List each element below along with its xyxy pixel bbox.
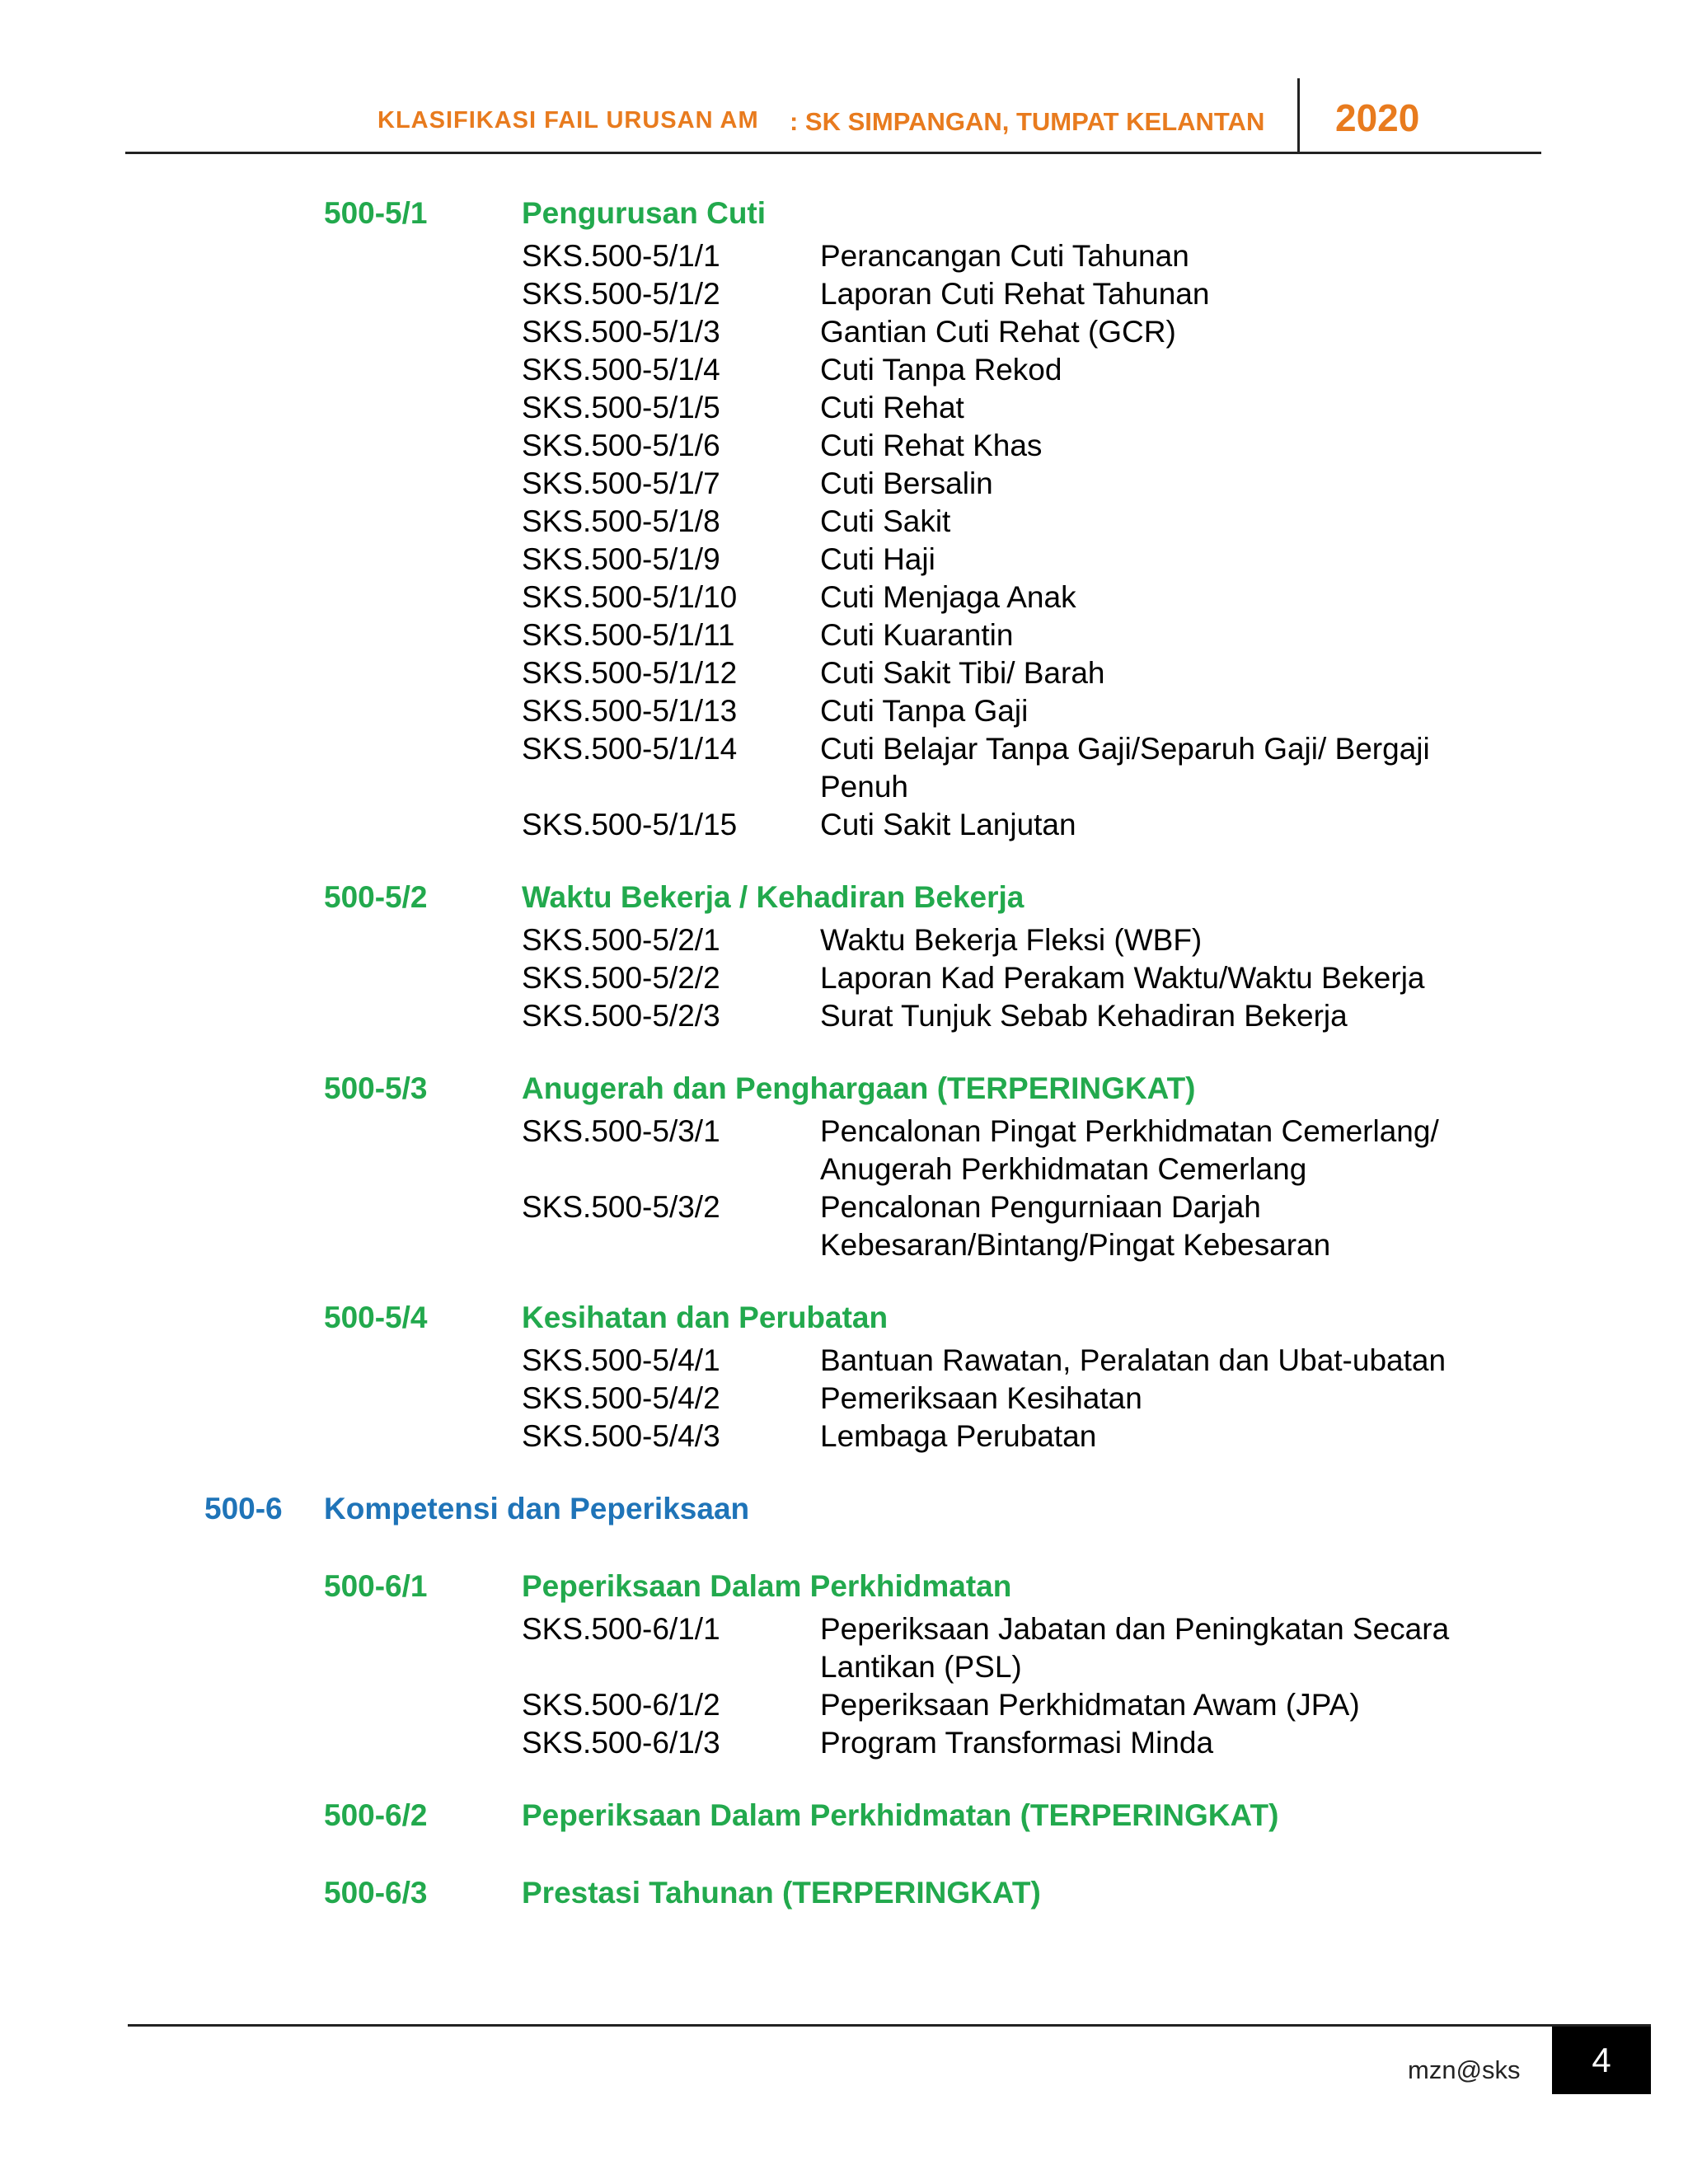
classification-list	[0, 196, 1688, 1953]
list-item	[0, 313, 1688, 351]
item-title: Pemeriksaan Kesihatan	[820, 1381, 1142, 1415]
list-item	[0, 579, 1688, 616]
item-title: Surat Tunjuk Sebab Kehadiran Bekerja	[820, 999, 1348, 1033]
list-item	[0, 351, 1688, 389]
list-item	[0, 1380, 1688, 1418]
list-item	[0, 997, 1688, 1035]
list-item	[0, 1188, 1688, 1264]
section-code: 500-5/3	[324, 1071, 428, 1105]
section-title: Kesihatan dan Perubatan	[522, 1301, 889, 1334]
list-item	[0, 730, 1688, 806]
item-title: Pencalonan Pingat Perkhidmatan Cemerlang/ Anugerah Perkhidmatan Cemerlang	[820, 1114, 1439, 1186]
item-title: Gantian Cuti Rehat (GCR)	[820, 315, 1176, 349]
section	[0, 1569, 1688, 1762]
page-number: 4	[1552, 2027, 1651, 2094]
list-item	[0, 275, 1688, 313]
item-code: SKS.500-5/1/8	[522, 504, 720, 538]
section	[0, 880, 1688, 1035]
item-title: Peperiksaan Perkhidmatan Awam (JPA)	[820, 1688, 1360, 1722]
list-item	[0, 427, 1688, 465]
top-section-heading	[0, 1492, 1688, 1533]
section-code: 500-6/2	[324, 1798, 428, 1832]
section-title: Peperiksaan Dalam Perkhidmatan (TERPERINGKAT)	[522, 1798, 1279, 1832]
item-title: Waktu Bekerja Fleksi (WBF)	[820, 923, 1203, 957]
section-code: 500-6/3	[324, 1876, 428, 1910]
list-item	[0, 1113, 1688, 1188]
item-code: SKS.500-5/1/9	[522, 542, 720, 576]
item-code: SKS.500-5/1/3	[522, 315, 720, 349]
list-item	[0, 237, 1688, 275]
section	[0, 1798, 1688, 1840]
list-item	[0, 1724, 1688, 1762]
item-code: SKS.500-5/1/13	[522, 694, 738, 728]
item-title: Cuti Sakit	[820, 504, 951, 538]
item-code: SKS.500-5/3/2	[522, 1190, 720, 1224]
header-school-name: : SK SIMPANGAN, TUMPAT KELANTAN	[790, 107, 1265, 136]
section-title: Pengurusan Cuti	[522, 196, 767, 230]
list-item	[0, 465, 1688, 503]
item-code: SKS.500-6/1/2	[522, 1688, 720, 1722]
top-section-code: 500-6	[204, 1492, 283, 1526]
section-code: 500-5/1	[324, 196, 428, 230]
item-code: SKS.500-6/1/1	[522, 1612, 720, 1646]
list-item	[0, 1342, 1688, 1380]
section-heading	[0, 880, 1688, 921]
list-item	[0, 692, 1688, 730]
section-group-500-6	[0, 1569, 1688, 1917]
item-title: Cuti Tanpa Gaji	[820, 694, 1029, 728]
item-code: SKS.500-5/4/3	[522, 1419, 720, 1453]
section-title: Anugerah dan Penghargaan (TERPERINGKAT)	[522, 1071, 1196, 1105]
list-item	[0, 654, 1688, 692]
item-title: Cuti Haji	[820, 542, 935, 576]
section-heading	[0, 1301, 1688, 1342]
section-heading	[0, 1071, 1688, 1113]
item-code: SKS.500-5/1/6	[522, 429, 720, 462]
item-code: SKS.500-5/1/11	[522, 618, 735, 652]
item-title: Laporan Cuti Rehat Tahunan	[820, 277, 1210, 311]
section	[0, 1071, 1688, 1264]
section-heading	[0, 1876, 1688, 1917]
item-title: Cuti Sakit Lanjutan	[820, 808, 1076, 841]
item-title: Cuti Tanpa Rekod	[820, 353, 1062, 387]
item-code: SKS.500-5/1/5	[522, 391, 720, 424]
item-code: SKS.500-5/1/12	[522, 656, 738, 690]
footer-credit: mzn@sks	[1408, 2055, 1521, 2084]
item-code: SKS.500-5/1/14	[522, 732, 738, 766]
item-code: SKS.500-5/1/15	[522, 808, 738, 841]
item-title: Cuti Belajar Tanpa Gaji/Separuh Gaji/ Bergaji Penuh	[820, 732, 1430, 804]
item-code: SKS.500-5/2/2	[522, 961, 720, 995]
section-heading	[0, 1569, 1688, 1610]
list-item	[0, 541, 1688, 579]
item-title: Lembaga Perubatan	[820, 1419, 1097, 1453]
list-item	[0, 959, 1688, 997]
item-title: Pencalonan Pengurniaan Darjah Kebesaran/Bintang/Pingat Kebesaran	[820, 1190, 1331, 1262]
item-code: SKS.500-5/3/1	[522, 1114, 720, 1148]
list-item	[0, 1418, 1688, 1455]
section-heading	[0, 196, 1688, 237]
item-title: Cuti Menjaga Anak	[820, 580, 1076, 614]
top-section-title: Kompetensi dan Peperiksaan	[324, 1492, 750, 1526]
item-title: Cuti Rehat	[820, 391, 964, 424]
item-code: SKS.500-5/1/2	[522, 277, 720, 311]
item-code: SKS.500-5/4/1	[522, 1343, 720, 1377]
section-code: 500-5/4	[324, 1301, 428, 1334]
item-title: Cuti Sakit Tibi/ Barah	[820, 656, 1105, 690]
list-item	[0, 389, 1688, 427]
item-title: Cuti Rehat Khas	[820, 429, 1043, 462]
section-group-500-5	[0, 196, 1688, 1455]
section	[0, 196, 1688, 844]
item-title: Perancangan Cuti Tahunan	[820, 239, 1189, 273]
item-code: SKS.500-5/2/3	[522, 999, 720, 1033]
section	[0, 1301, 1688, 1455]
top-section	[0, 1492, 1688, 1533]
footer-rule	[128, 2024, 1651, 2027]
item-title: Peperiksaan Jabatan dan Peningkatan Secara Lantikan (PSL)	[820, 1612, 1450, 1684]
item-code: SKS.500-5/1/1	[522, 239, 720, 273]
section-title: Prestasi Tahunan (TERPERINGKAT)	[522, 1876, 1041, 1910]
item-code: SKS.500-5/1/4	[522, 353, 720, 387]
section-code: 500-6/1	[324, 1569, 428, 1603]
list-item	[0, 503, 1688, 541]
section	[0, 1876, 1688, 1917]
section-code: 500-5/2	[324, 880, 428, 914]
list-item	[0, 806, 1688, 844]
list-item	[0, 1686, 1688, 1724]
header-label: KLASIFIKASI FAIL URUSAN AM	[377, 107, 759, 134]
list-item	[0, 921, 1688, 959]
item-code: SKS.500-6/1/3	[522, 1726, 720, 1760]
list-item	[0, 1610, 1688, 1686]
item-code: SKS.500-5/1/7	[522, 466, 720, 500]
item-title: Bantuan Rawatan, Peralatan dan Ubat-ubatan	[820, 1343, 1447, 1377]
item-code: SKS.500-5/2/1	[522, 923, 720, 957]
item-code: SKS.500-5/1/10	[522, 580, 738, 614]
item-title: Laporan Kad Perakam Waktu/Waktu Bekerja	[820, 961, 1425, 995]
section-title: Peperiksaan Dalam Perkhidmatan	[522, 1569, 1012, 1603]
header-year: 2020	[1335, 96, 1420, 139]
item-code: SKS.500-5/4/2	[522, 1381, 720, 1415]
item-title: Cuti Bersalin	[820, 466, 993, 500]
header-rule	[125, 152, 1541, 154]
section-title: Waktu Bekerja / Kehadiran Bekerja	[522, 880, 1025, 914]
list-item	[0, 616, 1688, 654]
item-title: Cuti Kuarantin	[820, 618, 1014, 652]
item-title: Program Transformasi Minda	[820, 1726, 1214, 1760]
section-heading	[0, 1798, 1688, 1840]
header-divider	[1297, 78, 1300, 154]
